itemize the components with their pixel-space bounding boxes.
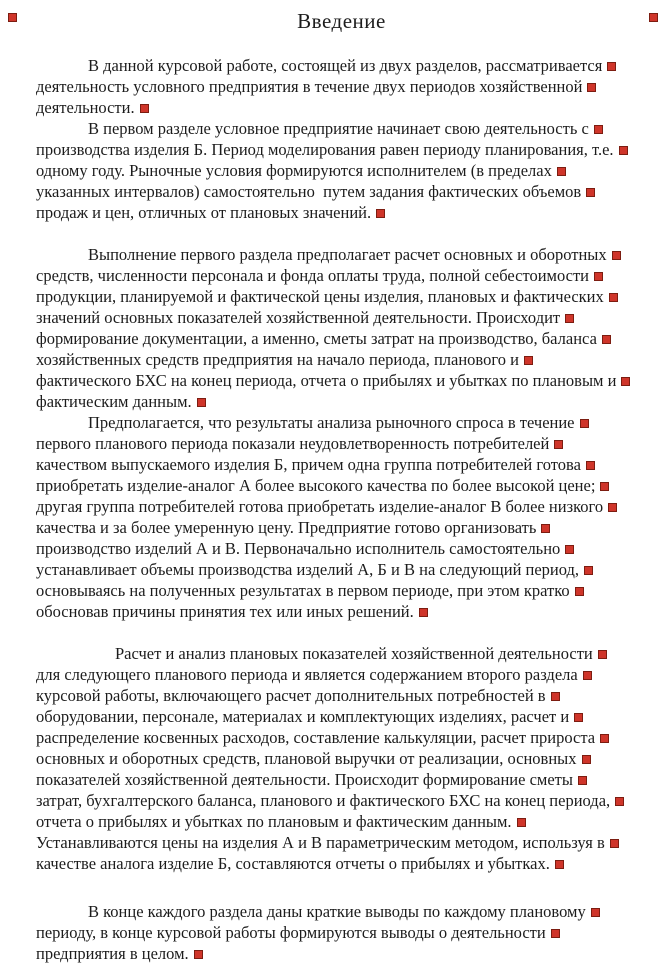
text-line: указанных интервалов) самостоятельно путем задания фактических объемов <box>36 181 647 202</box>
line-end-marker-icon <box>583 671 592 680</box>
text-line: средств, численности персонала и фонда оплаты труда, полной себестоимости <box>36 265 647 286</box>
text-line: распределение косвенных расходов, составление калькуляции, расчет прироста <box>36 727 647 748</box>
text-line: другая группа потребителей готова приобретать изделие-аналог В более низкого <box>36 496 647 517</box>
line-end-marker-icon <box>524 356 533 365</box>
text-line: предприятия в целом. <box>36 943 647 964</box>
line-end-marker-icon <box>575 587 584 596</box>
paragraph <box>36 118 647 223</box>
line-end-marker-icon <box>621 377 630 386</box>
line-end-marker-icon <box>615 797 624 806</box>
text-line: деятельности. <box>36 97 647 118</box>
line-end-marker-icon <box>557 167 566 176</box>
text-line: продукции, планируемой и фактической цены изделия, плановых и фактических <box>36 286 647 307</box>
text-line: отчета о прибылях и убытках по плановым и фактическим данным. <box>36 811 647 832</box>
line-end-marker-icon <box>574 713 583 722</box>
paragraph <box>36 901 647 964</box>
text-line: В первом разделе условное предприятие начинает свою деятельность с <box>36 118 647 139</box>
text-line: Устанавливаются цены на изделия А и В параметрическим методом, используя в <box>36 832 647 853</box>
text-line: Предполагается, что результаты анализа рыночного спроса в течение <box>36 412 647 433</box>
line-end-marker-icon <box>554 440 563 449</box>
title-left-marker <box>8 13 17 22</box>
text-line: фактического БХС на конец периода, отчета о прибылях и убытках по плановым и <box>36 370 647 391</box>
text-line: приобретать изделие-аналог А более высокого качества по более высокой цене; <box>36 475 647 496</box>
text-line: хозяйственных средств предприятия на начало периода, планового и <box>36 349 647 370</box>
text-line: затрат, бухгалтерского баланса, планового и фактического БХС на конец периода, <box>36 790 647 811</box>
page-title: Введение <box>297 9 386 33</box>
line-end-marker-icon <box>194 950 203 959</box>
line-end-marker-icon <box>610 839 619 848</box>
paragraph <box>36 55 647 118</box>
text-line: обосновав причины принятия тех или иных решений. <box>36 601 647 622</box>
line-end-marker-icon <box>587 83 596 92</box>
text-line: устанавливает объемы производства изделий А, Б и В на следующий период, <box>36 559 647 580</box>
line-end-marker-icon <box>602 335 611 344</box>
text-line: В конце каждого раздела даны краткие выводы по каждому плановому <box>36 901 647 922</box>
line-end-marker-icon <box>586 188 595 197</box>
text-line: Выполнение первого раздела предполагает расчет основных и оборотных <box>36 244 647 265</box>
line-end-marker-icon <box>551 692 560 701</box>
line-end-marker-icon <box>541 524 550 533</box>
line-end-marker-icon <box>197 398 206 407</box>
text-line: Расчет и анализ плановых показателей хозяйственной деятельности <box>36 643 647 664</box>
line-end-marker-icon <box>565 314 574 323</box>
line-end-marker-icon <box>591 908 600 917</box>
text-line: оборудовании, персонале, материалах и комплектующих изделиях, расчет и <box>36 706 647 727</box>
text-line: качеством выпускаемого изделия Б, причем одна группа потребителей готова <box>36 454 647 475</box>
line-end-marker-icon <box>565 545 574 554</box>
paragraph <box>36 643 647 874</box>
text-line: значений основных показателей хозяйственной деятельности. Происходит <box>36 307 647 328</box>
text-line: показателей хозяйственной деятельности. Происходит формирование сметы <box>36 769 647 790</box>
text-line: В данной курсовой работе, состоящей из двух разделов, рассматривается <box>36 55 647 76</box>
text-line: производства изделия Б. Период моделирования равен периоду планирования, т.е. <box>36 139 647 160</box>
text-line: формирование документации, а именно, сметы затрат на производство, баланса <box>36 328 647 349</box>
text-line: качестве аналога изделие Б, составляются отчеты о прибылях и убытках. <box>36 853 647 874</box>
paragraph <box>36 244 647 412</box>
line-end-marker-icon <box>612 251 621 260</box>
text-line: продаж и цен, отличных от плановых значений. <box>36 202 647 223</box>
line-end-marker-icon <box>619 146 628 155</box>
text-line: одному году. Рыночные условия формируются исполнителем (в пределах <box>36 160 647 181</box>
line-end-marker-icon <box>140 104 149 113</box>
line-end-marker-icon <box>555 860 564 869</box>
line-end-marker-icon <box>517 818 526 827</box>
line-end-marker-icon <box>594 125 603 134</box>
text-line: фактическим данным. <box>36 391 647 412</box>
line-end-marker-icon <box>609 293 618 302</box>
text-line: курсовой работы, включающего расчет дополнительных потребностей в <box>36 685 647 706</box>
line-end-marker-icon <box>598 650 607 659</box>
line-end-marker-icon <box>582 755 591 764</box>
line-end-marker-icon <box>419 608 428 617</box>
text-line: производство изделий А и В. Первоначально исполнитель самостоятельно <box>36 538 647 559</box>
text-line: деятельность условного предприятия в течение двух периодов хозяйственной <box>36 76 647 97</box>
line-end-marker-icon <box>551 929 560 938</box>
text-line: первого планового периода показали неудовлетворенность потребителей <box>36 433 647 454</box>
text-line: качества и за более умеренную цену. Предприятие готово организовать <box>36 517 647 538</box>
line-end-marker-icon <box>600 734 609 743</box>
text-line: основываясь на полученных результатах в первом периоде, при этом кратко <box>36 580 647 601</box>
paragraph <box>36 412 647 622</box>
line-end-marker-icon <box>376 209 385 218</box>
text-line: для следующего планового периода и является содержанием второго раздела <box>36 664 647 685</box>
line-end-marker-icon <box>594 272 603 281</box>
title-right-marker <box>649 13 658 22</box>
document-body <box>36 55 647 964</box>
text-line: периоду, в конце курсовой работы формируются выводы о деятельности <box>36 922 647 943</box>
line-end-marker-icon <box>586 461 595 470</box>
line-end-marker-icon <box>580 419 589 428</box>
line-end-marker-icon <box>584 566 593 575</box>
line-end-marker-icon <box>608 503 617 512</box>
line-end-marker-icon <box>578 776 587 785</box>
text-line: основных и оборотных средств, плановой выручки от реализации, основных <box>36 748 647 769</box>
line-end-marker-icon <box>600 482 609 491</box>
line-end-marker-icon <box>607 62 616 71</box>
